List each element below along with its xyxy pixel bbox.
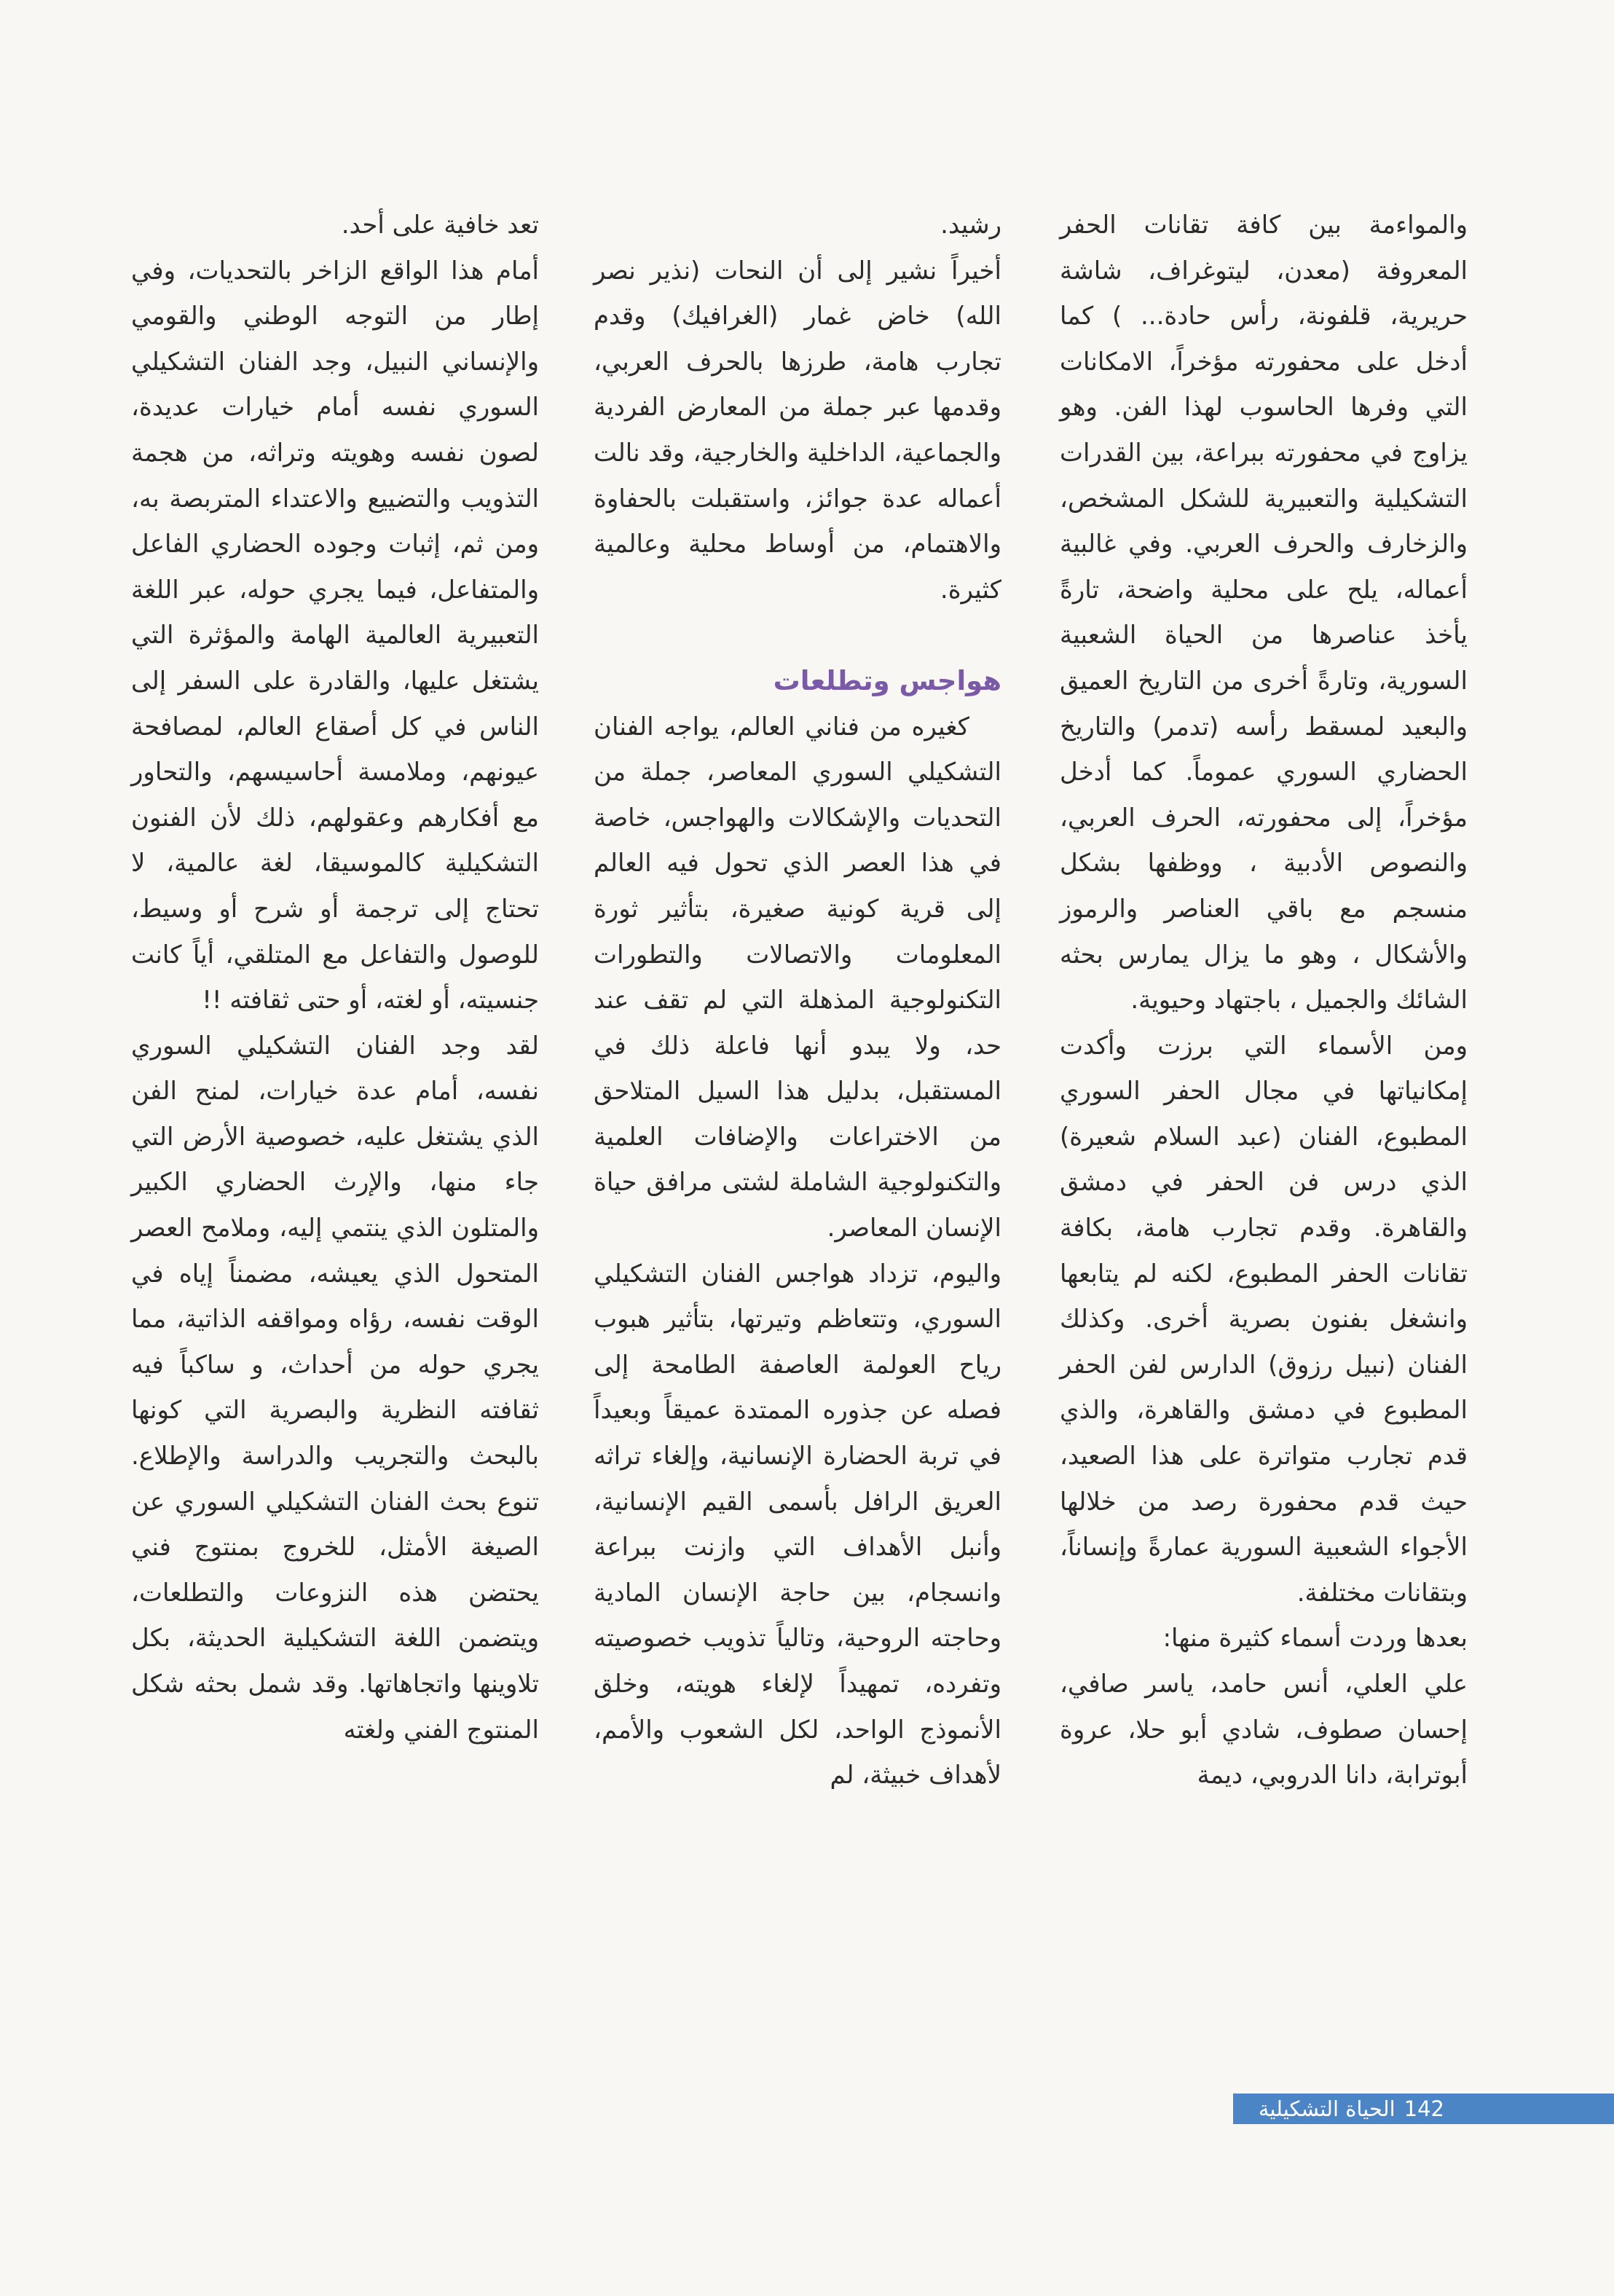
- spacer: [594, 613, 1001, 658]
- page-footer: [1233, 2093, 1614, 2124]
- paragraph: أمام هذا الواقع الزاخر بالتحديات، وفي إطار من التوجه الوطني والقومي والإنساني النبيل، وجد الفنان التشكيلي السوري نفسه أمام خيارات عديدة، لصون نفسه وهويته وتراثه، من هجمة التذويب والتضييع والاعتداء المتربصة به، ومن ثم، إثبات وجوده الحضاري الفاعل والمتفاعل، فيما يجري حوله، عبر اللغة التعبيرية العالمية الهامة والمؤثرة التي يشتغل عليها، والقادرة على السفر إلى الناس في كل أصقاع العالم، لمصافحة عيونهم، وملامسة أحاسيسهم، والتحاور مع أفكارهم وعقولهم، ذلك لأن الفنون التشكيلية كالموسيقا، لغة عالمية، لا تحتاج إلى ترجمة أو شرح أو وسيط، للوصول والتفاعل مع المتلقي، أياً كانت جنسيته، أو لغته، أو حتى ثقافته !!: [131, 256, 539, 1015]
- paragraph: كغيره من فناني العالم، يواجه الفنان التشكيلي السوري المعاصر، جملة من التحديات والإشكالات والهواجس، خاصة في هذا العصر الذي تحول فيه العالم إلى قرية كونية صغيرة، بتأثير ثورة المعلومات والاتصالات والتطورات التكنولوجية المذهلة التي لم تقف عند حد، ولا يبدو أنها فاعلة ذلك في المستقبل، بدليل هذا السيل المتلاحق من الاختراعات والإضافات العلمية والتكنولوجية الشاملة لشتى مرافق حياة الإنسان المعاصر.: [594, 712, 1001, 1243]
- section-heading: هواجس وتطلعات: [773, 664, 1001, 696]
- article-column-middle: [594, 203, 1001, 1798]
- paragraph: أخيراً نشير إلى أن النحات (نذير نصر الله) خاض غمار (الغرافيك) وقدم تجارب هامة، طرزها بالحرف العربي، وقدمها عبر جملة من المعارض الفردية والجماعية، الداخلية والخارجية، وقد نالت أعماله عدة جوائز، واستقبلت بالحفاوة والاهتمام، من أوساط محلية وعالمية كثيرة.: [594, 256, 1001, 605]
- article-column-right: [1060, 203, 1468, 1798]
- paragraph: تعد خافية على أحد.: [341, 211, 539, 240]
- paragraph: واليوم، تزداد هواجس الفنان التشكيلي السوري، وتتعاظم وتيرتها، بتأثير هبوب رياح العولمة العاصفة الطامحة إلى فصله عن جذوره الممتدة عميقاً وبعيداً في تربة الحضارة الإنسانية، وإلغاء تراثه العريق الرافل بأسمى القيم الإنسانية، وأنبل الأهداف التي وازنت ببراعة وانسجام، بين حاجة الإنسان المادية وحاجته الروحية، وتالياً تذويب خصوصيته وتفرده، تمهيداً لإلغاء هويته، وخلق الأنموذج الواحد، لكل الشعوب والأمم، لأهداف خبيثة، لم: [594, 1259, 1001, 1790]
- paragraph: علي العلي، أنس حامد، ياسر صافي، إحسان صطوف، شادي أبو حلا، عروة أبوترابة، دانا الدروبي، ديمة: [1060, 1670, 1468, 1790]
- paragraph: بعدها وردت أسماء كثيرة منها:: [1162, 1624, 1468, 1654]
- paragraph: رشيد.: [940, 211, 1001, 240]
- paragraph: والمواءمة بين كافة تقانات الحفر المعروفة (معدن، ليتوغراف، شاشة حريرية، قلفونة، رأس حادة... ) كما أدخل على محفورته مؤخراً، الامكانات التي وفرها الحاسوب لهذا الفن. وهو يزاوج في محفورته ببراعة، بين القدرات التشكيلية والتعبيرية للشكل المشخص، والزخارف والحرف العربي. وفي غالبية أعماله، يلح على محلية واضحة، تارةً يأخذ عناصرها من الحياة الشعبية السورية، وتارةً أخرى من التاريخ العميق والبعيد لمسقط رأسه (تدمر) والتاريخ الحضاري السوري عموماً. كما أدخل مؤخراً، إلى محفورته، الحرف العربي، والنصوص الأدبية ، ووظفها بشكل منسجم مع باقي العناصر والرموز والأشكال ، وهو ما يزال يمارس بحثه الشائك والجميل ، باجتهاد وحيوية.: [1060, 211, 1468, 1015]
- page-number: 142: [1404, 2096, 1444, 2121]
- paragraph: ومن الأسماء التي برزت وأكدت إمكانياتها في مجال الحفر السوري المطبوع، الفنان (عبد السلام شعيرة) الذي درس فن الحفر في دمشق والقاهرة. وقدم تجارب هامة، بكافة تقانات الحفر المطبوع، لكنه لم يتابعها وانشغل بفنون بصرية أخرى. وكذلك الفنان (نبيل رزوق) الدارس لفن الحفر المطبوع في دمشق والقاهرة، والذي قدم تجارب متواترة على هذا الصعيد، حيث قدم محفورة رصد من خلالها الأجواء الشعبية السورية عمارةً وإنساناً، وبتقانات مختلفة.: [1060, 1031, 1468, 1608]
- magazine-name: الحياة التشكيلية: [1258, 2096, 1395, 2121]
- paragraph: لقد وجد الفنان التشكيلي السوري نفسه، أمام عدة خيارات، لمنح الفن الذي يشتغل عليه، خصوصية الأرض التي جاء منها، والإرث الحضاري الكبير والمتلون الذي ينتمي إليه، وملامح العصر المتحول الذي يعيشه، مضمناً إياه في الوقت نفسه، رؤاه ومواقفه الذاتية، مما يجري حوله من أحداث، و ساكباً فيه ثقافته النظرية والبصرية التي كونها بالبحث والتجريب والدراسة والإطلاع. تنوع بحث الفنان التشكيلي السوري عن الصيغة الأمثل، للخروج بمنتوج فني يحتضن هذه النزوعات والتطلعات، ويتضمن اللغة التشكيلية الحديثة، بكل تلاوينها واتجاهاتها. وقد شمل بحثه شكل المنتوج الفني ولغته: [131, 1031, 539, 1745]
- article-column-left: [131, 203, 539, 1753]
